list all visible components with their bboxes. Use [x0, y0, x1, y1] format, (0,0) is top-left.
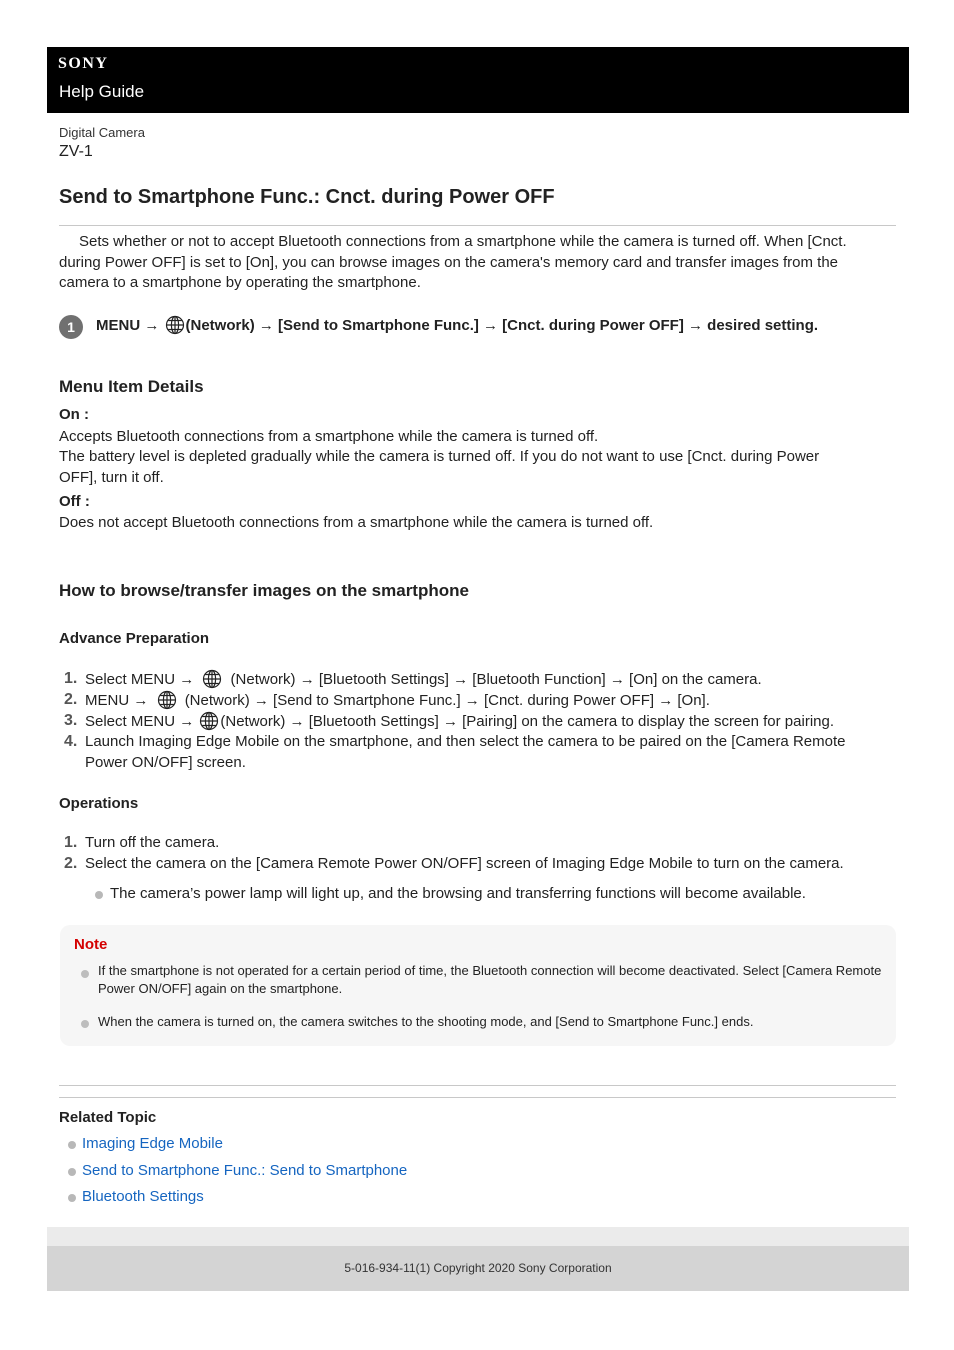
operations-heading: Operations — [59, 795, 139, 812]
note-item: When the camera is turned on, the camera switches to the shooting mode, and [Send to Smartphone Func.] ends. — [98, 1014, 754, 1029]
list-item: 1. Select MENU → (Network) → [Bluetooth Settings] → [Bluetooth Function] → [On] on the camera. — [64, 670, 762, 688]
section-divider — [59, 1097, 896, 1098]
advance-preparation-list — [59, 669, 899, 773]
bullet-dot — [81, 970, 89, 978]
note-title: Note — [74, 936, 108, 953]
step-number-badge: 1 — [59, 315, 83, 339]
section-divider — [59, 1085, 896, 1086]
off-description: Does not accept Bluetooth connections from a smartphone while the camera is turned off. — [59, 514, 654, 531]
bullet-dot — [95, 891, 103, 899]
related-topic-heading: Related Topic — [59, 1109, 157, 1126]
step-text-after: (Network) → [Send to Smartphone Func.] → [Cnct. during Power OFF] → desired setting. — [185, 317, 819, 334]
list-item: 2. MENU → (Network) → [Send to Smartphone Func.] → [Cnct. during Power OFF] → [On]. — [64, 691, 710, 709]
page-footer — [47, 1246, 909, 1291]
breadcrumb-category: Digital Camera — [59, 125, 145, 140]
footer-band — [47, 1227, 909, 1246]
on-description: Accepts Bluetooth connections from a smartphone while the camera is turned off. — [59, 428, 599, 445]
breadcrumb-model: ZV-1 — [59, 143, 93, 160]
on-label: On : — [59, 406, 89, 423]
step-text — [96, 315, 818, 336]
related-link-send-to-smartphone[interactable]: Send to Smartphone Func.: Send to Smartphone — [82, 1162, 408, 1179]
globe-icon — [202, 669, 222, 689]
help-guide-label: Help Guide — [59, 82, 145, 101]
off-label: Off : — [59, 493, 90, 510]
related-link-imaging-edge-mobile[interactable]: Imaging Edge Mobile — [82, 1135, 223, 1152]
list-item: 1. Turn off the camera. — [64, 834, 220, 851]
bullet-dot — [81, 1020, 89, 1028]
note-box — [60, 925, 896, 1046]
advance-preparation-heading: Advance Preparation — [59, 630, 210, 647]
title-divider — [59, 225, 896, 226]
on-battery-note: The battery level is depleted gradually while the camera is turned off. If you do not want to use [Cnct. during Power OFF], turn it off. — [59, 448, 820, 486]
page-title: Send to Smartphone Func.: Cnct. during Power OFF — [59, 186, 555, 208]
intro-paragraph: Sets whether or not to accept Bluetooth connections from a smartphone while the camera is turned off. When [Cnct. during Power OFF] is set to [On], you can browse images on the camera's memory card and transfer images from the camera to a smartphone by operating the smartphone. — [59, 233, 847, 291]
browse-heading: How to browse/transfer images on the smartphone — [59, 581, 469, 600]
bullet-dot — [68, 1168, 76, 1176]
bullet-dot — [68, 1141, 76, 1149]
bullet-dot — [68, 1194, 76, 1202]
menu-details-heading: Menu Item Details — [59, 377, 204, 396]
site-header — [47, 47, 909, 113]
operations-bullet: The camera’s power lamp will light up, and the browsing and transferring functions will become available. — [110, 885, 806, 902]
sony-logo[interactable]: SONY — [58, 55, 109, 72]
copyright-text: 5-016-934-11(1) Copyright 2020 Sony Corporation — [344, 1261, 612, 1275]
operations-list — [59, 833, 899, 874]
related-link-bluetooth-settings[interactable]: Bluetooth Settings — [82, 1188, 204, 1205]
note-item: If the smartphone is not operated for a certain period of time, the Bluetooth connection will become deactivated. Select [Camera Remote Power ON/OFF] again on the smartphone. — [98, 963, 882, 996]
step-text-before: MENU → — [96, 317, 160, 334]
globe-icon — [165, 315, 185, 335]
list-item: 4. Launch Imaging Edge Mobile on the smartphone, and then select the camera to be paired on the [Camera Remote Power ON/OFF] screen. — [64, 733, 846, 771]
list-item: 2. Select the camera on the [Camera Remote Power ON/OFF] screen of Imaging Edge Mobile to turn on the camera. — [64, 854, 844, 872]
globe-icon — [199, 711, 219, 731]
list-item: 3. Select MENU → (Network) → [Bluetooth Settings] → [Pairing] on the camera to display the screen for pairing. — [64, 712, 834, 730]
globe-icon — [157, 690, 177, 710]
procedure-step — [59, 312, 899, 338]
